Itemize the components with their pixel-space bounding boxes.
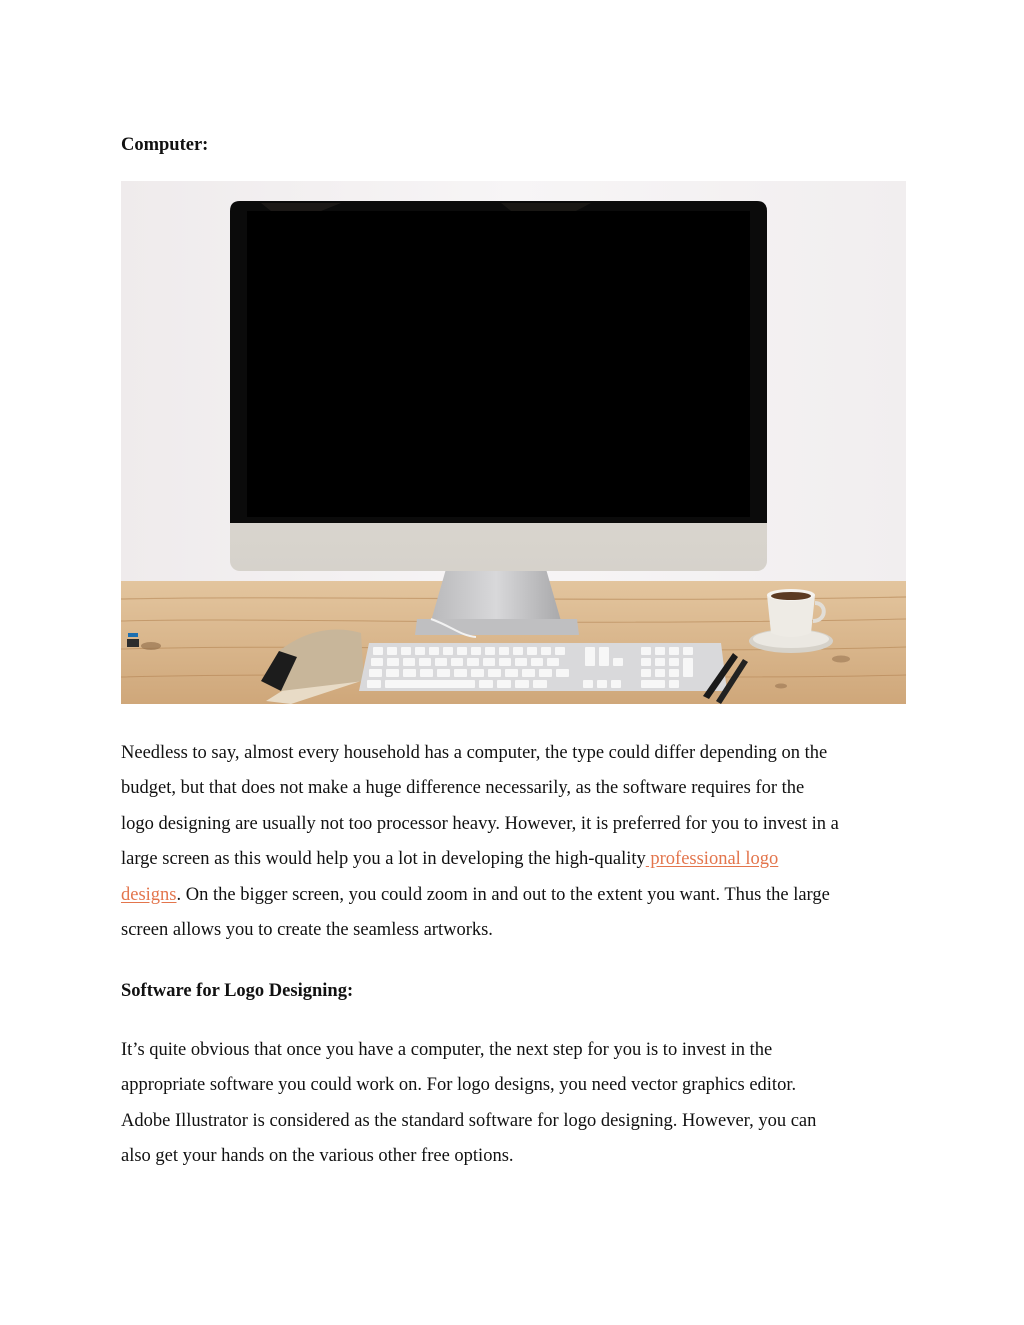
professional-logo-designs-link[interactable]: professional logo	[645, 849, 779, 870]
paragraph-line-with-link	[121, 878, 907, 913]
paragraph-line: appropriate software you could work on. For logo designs, you need vector graphics editor.	[121, 1075, 797, 1096]
section-heading-computer: Computer:	[121, 135, 209, 155]
paragraph-text: large screen as this would help you a lot in developing the high-quality	[121, 849, 646, 870]
paragraph-line: budget, but that does not make a huge difference necessarily, as the software requires for the	[121, 778, 805, 799]
paragraph-line: It’s quite obvious that once you have a computer, the next step for you is to invest in the	[121, 1040, 773, 1060]
binder-clip-icon	[127, 633, 139, 647]
keyboard-icon	[359, 643, 727, 691]
paragraph-line: Adobe Illustrator is considered as the standard software for logo designing. However, you can	[121, 1110, 817, 1131]
paragraph-computer	[121, 736, 907, 948]
paragraph-line: logo designing are usually not too processor heavy. However, it is preferred for you to invest in a	[121, 813, 839, 834]
paragraph-line: Needless to say, almost every household has a computer, the type could differ depending on the	[121, 743, 828, 763]
desk-computer-photo	[121, 181, 906, 704]
paragraph-software	[121, 1033, 907, 1175]
professional-logo-designs-link-continued[interactable]: designs	[121, 884, 177, 905]
paragraph-text: . On the bigger screen, you could zoom in and out to the extent you want. Thus the large	[176, 884, 830, 905]
paragraph-line: also get your hands on the various other free options.	[121, 1146, 514, 1167]
paragraph-line-with-link	[121, 842, 907, 877]
section-heading-software: Software for Logo Designing:	[121, 981, 354, 1001]
paragraph-line: screen allows you to create the seamless artworks.	[121, 920, 493, 941]
monitor-icon	[230, 201, 767, 571]
